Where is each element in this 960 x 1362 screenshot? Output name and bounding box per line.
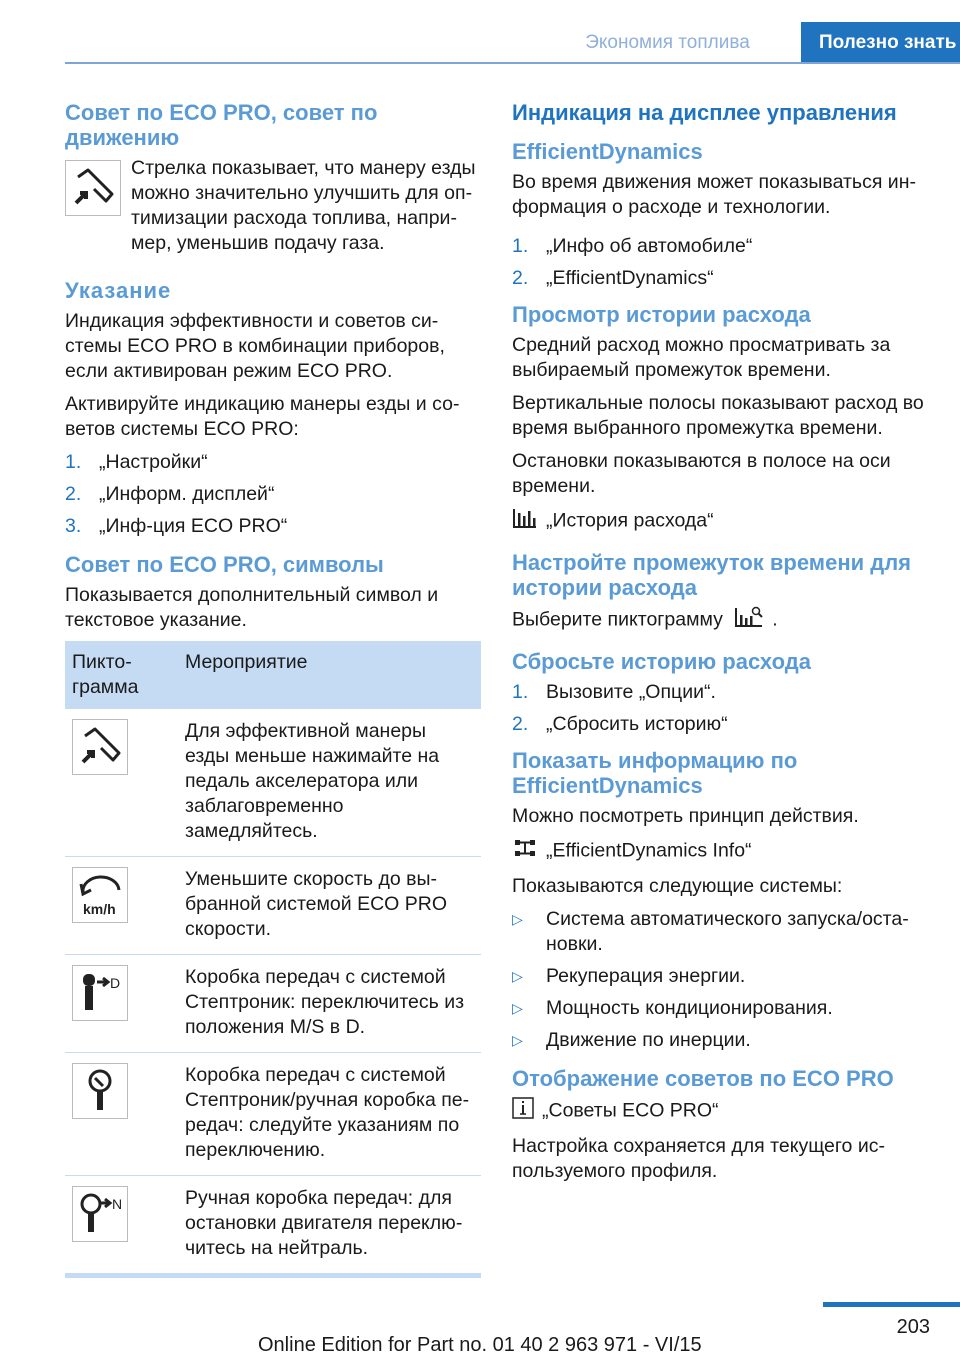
- eco-symbols-text: Показывается дополнительный символ и текстовое указание.: [65, 584, 439, 631]
- table-cell: Коробка передач с системой Стептроник/ручная коробка передач: следуйте указаниям по переключению.: [178, 1053, 481, 1176]
- list-item[interactable]: 3. „Инф-ция ECO PRO“: [65, 515, 288, 537]
- list-item[interactable]: 1. Вызовите „Опции“.: [512, 681, 716, 703]
- list-item: ▷ Мощность кондиционирования.: [512, 997, 833, 1019]
- right-column: [512, 100, 930, 1192]
- efficientdynamics-text: Во время движения может показываться информация о расходе и технологии.: [512, 171, 916, 218]
- ed-info-menu-item[interactable]: „EfficientDynamics Info“: [512, 837, 930, 866]
- eco-tips-text: Настройка сохраняется для текущего используемого профиля.: [512, 1135, 885, 1182]
- section-title-reset-history: Сбросьте историю расхода: [512, 649, 811, 674]
- note-steps: [65, 450, 481, 539]
- section-title-time-range: Настройте промежуток времени для истории расхода: [512, 550, 912, 600]
- speed-reduce-icon: [72, 867, 128, 923]
- tab-useful-info[interactable]: Полезно знать: [801, 22, 960, 62]
- section-title-efficientdynamics: EfficientDynamics: [512, 139, 703, 164]
- column-header-measure: Мероприятие: [178, 641, 481, 709]
- section-title-ed-info: Показать информацию по EfficientDynamics: [512, 748, 798, 798]
- triangle-bullet-icon: ▷: [512, 1032, 523, 1048]
- list-item: ▷ Рекуперация энергии.: [512, 965, 746, 987]
- list-item[interactable]: 1. „Инфо об автомобиле“: [512, 235, 753, 257]
- page-number: 203: [896, 1316, 930, 1338]
- table-cell: Ручная коробка передач: для остановки двигателя переключитесь на нейтраль.: [178, 1176, 481, 1276]
- tab-fuel-economy[interactable]: Экономия топлива: [585, 32, 750, 53]
- svg-text:N: N: [112, 1196, 123, 1212]
- bar-chart-zoom-icon[interactable]: [734, 606, 764, 635]
- table-cell: Для эффективной манеры езды меньше нажимайте на педаль акселератора или заблаговременно замедляйтесь.: [178, 709, 481, 857]
- triangle-bullet-icon: ▷: [512, 1000, 523, 1016]
- history-menu-item[interactable]: „История расхода“: [512, 507, 930, 536]
- list-item[interactable]: 2. „Сбросить историю“: [512, 713, 728, 735]
- pedal-release-icon: [72, 719, 128, 775]
- gear-shift-icon: [72, 1063, 128, 1119]
- history-paragraph-2: Вертикальные полосы показывают расход во время выбранного промежутка времени.: [512, 392, 924, 439]
- list-item: ▷ Система автоматического запуска/остановки.: [512, 908, 909, 955]
- table-cell: Уменьшите скорость до выбранной системой ECO PRO скорости.: [178, 857, 481, 955]
- section-title-history: Просмотр истории расхода: [512, 302, 811, 327]
- page-header: [65, 22, 960, 64]
- history-paragraph-1: Средний расход можно просматривать за выбираемый промежуток времени.: [512, 334, 891, 381]
- left-column: [65, 100, 481, 1278]
- eco-tip-intro: [65, 156, 481, 256]
- note-paragraph-1: Индикация эффективности и советов системы ECO PRO в комбинации приборов, если активирован режим ECO PRO.: [65, 310, 445, 382]
- list-item[interactable]: 2. „Информ. дисплей“: [65, 483, 275, 505]
- systems-list: [512, 907, 930, 1053]
- pedal-release-icon: [65, 160, 121, 216]
- efficientdynamics-steps: [512, 234, 930, 291]
- section-title-eco-pro-tips: Отображение советов по ECO PRO: [512, 1066, 894, 1091]
- gear-to-d-icon: [72, 965, 128, 1021]
- reset-steps: [512, 680, 930, 737]
- table-row: [65, 955, 481, 1053]
- time-range-text: Выберите пиктограмму .: [512, 606, 930, 635]
- table-cell: Коробка передач с системой Стептроник: переключитесь из положения M/S в D.: [178, 955, 481, 1053]
- drivetrain-icon: [512, 837, 538, 866]
- triangle-bullet-icon: ▷: [512, 968, 523, 984]
- section-title-control-display: Индикация на дисплее управления: [512, 100, 897, 125]
- table-row: [65, 1176, 481, 1276]
- triangle-bullet-icon: ▷: [512, 911, 523, 927]
- history-paragraph-3: Остановки показываются в полосе на оси времени.: [512, 450, 891, 497]
- info-icon: [512, 1097, 534, 1126]
- ed-info-paragraph-1: Можно посмотреть принцип действия.: [512, 805, 859, 827]
- ed-info-paragraph-2: Показываются следующие системы:: [512, 875, 843, 897]
- section-title-note: Указание: [65, 278, 172, 303]
- eco-symbols-table: [65, 641, 481, 1278]
- note-paragraph-2: Активируйте индикацию манеры езды и советов системы ECO PRO:: [65, 393, 460, 440]
- edition-footer: Online Edition for Part no. 01 40 2 963 971 - VI/15: [258, 1334, 702, 1356]
- table-row: [65, 1053, 481, 1176]
- eco-tip-text: Стрелка показывает, что манеру езды можно значительно улучшить для оптимизации расхода топлива, например, уменьшив подачу газа.: [131, 157, 476, 254]
- svg-text:D: D: [110, 975, 121, 991]
- list-item[interactable]: 2. „EfficientDynamics“: [512, 267, 714, 289]
- svg-text:km/h: km/h: [83, 901, 116, 917]
- bar-chart-icon: [512, 507, 538, 536]
- section-title-eco-tip: Совет по ECO PRO, совет по движению: [65, 100, 378, 150]
- table-row: [65, 857, 481, 955]
- eco-tips-menu-item[interactable]: „Советы ECO PRO“: [512, 1097, 930, 1126]
- list-item: ▷ Движение по инерции.: [512, 1029, 751, 1051]
- table-row: [65, 709, 481, 857]
- list-item[interactable]: 1. „Настройки“: [65, 451, 208, 473]
- column-header-pictogram: Пиктограмма: [65, 641, 178, 709]
- gear-to-n-icon: [72, 1186, 128, 1242]
- footer-accent-bar: [823, 1302, 960, 1307]
- table-header: [65, 641, 481, 709]
- section-title-eco-symbols: Совет по ECO PRO, символы: [65, 552, 384, 577]
